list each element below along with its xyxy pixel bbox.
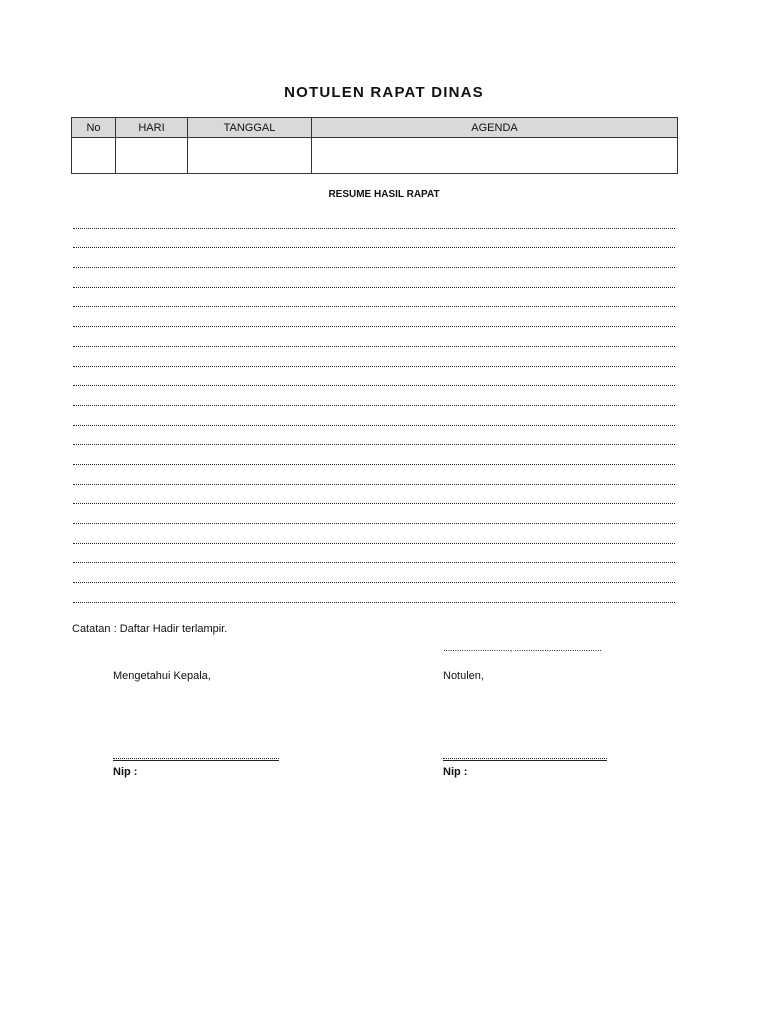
place-date-line[interactable]: ............................., ...................................... xyxy=(443,643,602,653)
dotted-writing-line xyxy=(73,563,675,583)
dotted-writing-line xyxy=(73,307,675,327)
table-header-row xyxy=(72,118,678,138)
dotted-writing-line xyxy=(73,445,675,465)
dotted-writing-line xyxy=(73,248,675,268)
dotted-writing-line xyxy=(73,426,675,446)
dotted-writing-line xyxy=(73,386,675,406)
dotted-writing-line xyxy=(73,347,675,367)
dotted-writing-line xyxy=(73,504,675,524)
dotted-writing-line xyxy=(73,327,675,347)
cell-hari[interactable] xyxy=(116,138,188,174)
cell-no[interactable] xyxy=(72,138,116,174)
approver-nip-label: Nip : xyxy=(113,766,138,778)
dotted-writing-line xyxy=(73,544,675,564)
column-header-hari: HARI xyxy=(116,118,188,138)
note-taker-nip-label: Nip : xyxy=(443,766,468,778)
attendance-note: Catatan : Daftar Hadir terlampir. xyxy=(72,623,228,635)
dotted-writing-line xyxy=(73,583,675,603)
dotted-writing-line xyxy=(73,406,675,426)
cell-tanggal[interactable] xyxy=(188,138,312,174)
document-title: NOTULEN RAPAT DINAS xyxy=(284,84,484,101)
column-header-no: No xyxy=(72,118,116,138)
resume-title: RESUME HASIL RAPAT xyxy=(328,189,440,200)
dotted-writing-line xyxy=(73,524,675,544)
dotted-writing-line xyxy=(73,268,675,288)
approver-signature-line[interactable] xyxy=(113,758,279,759)
approver-label: Mengetahui Kepala, xyxy=(113,670,211,682)
dotted-writing-line xyxy=(73,229,675,249)
note-taker-label: Notulen, xyxy=(443,670,484,682)
dotted-writing-line xyxy=(73,209,675,229)
cell-agenda[interactable] xyxy=(312,138,678,174)
dotted-writing-line xyxy=(73,367,675,387)
column-header-agenda: AGENDA xyxy=(312,118,678,138)
dotted-writing-line xyxy=(73,485,675,505)
meeting-info-table xyxy=(71,117,678,174)
dotted-writing-line xyxy=(73,288,675,308)
table-row xyxy=(72,138,678,174)
note-taker-signature-line[interactable] xyxy=(443,758,607,759)
column-header-tanggal: TANGGAL xyxy=(188,118,312,138)
resume-writing-area xyxy=(73,209,675,603)
dotted-writing-line xyxy=(73,465,675,485)
